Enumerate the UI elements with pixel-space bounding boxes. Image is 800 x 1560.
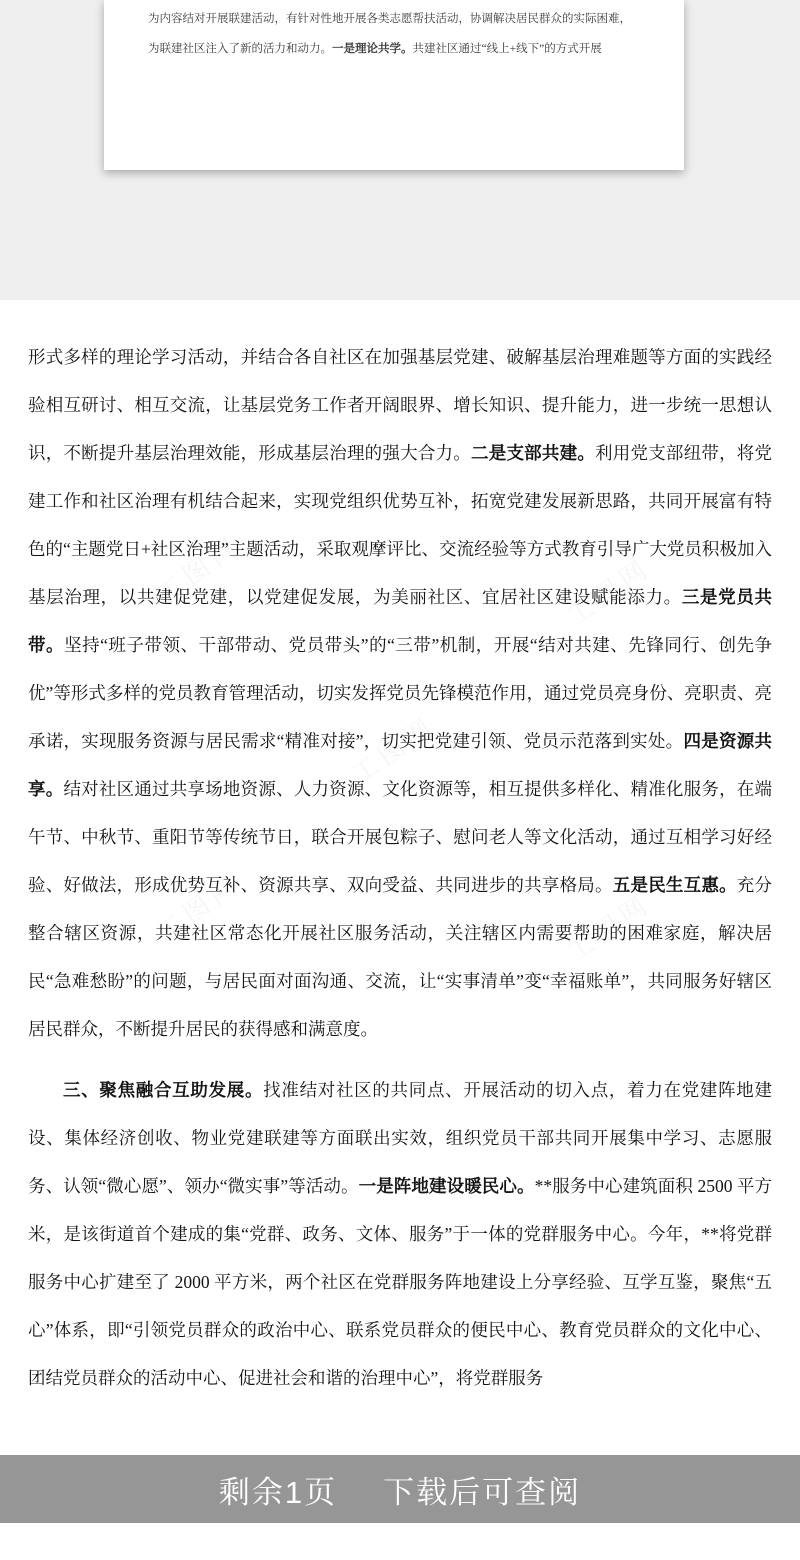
- text-run: 共建社区通过“线上+线下”的方式开展: [412, 43, 602, 55]
- text-run: 利用党支部纽带，将党建工作和社区治理有机结合起来，实现党组织优势互补，拓宽党建发展新思路，共同开展富有特色的“主题党日+社区治理”主题活动，采取观摩评比、交流经验等方式教育引导广大党员积极加入基层治理，以共建促党建，以党建促发展，为美丽社区、宜居社区建设赋能添力。: [28, 443, 773, 607]
- text-run: 坚持“班子带领、干部带动、党员带头”的“三带”机制，开展“结对共建、先锋同行、创先争优”等形式多样的党员教育管理活动，切实发挥党员先锋模范作用，通过党员亮身份、亮职责、亮承诺，实现服务资源与居民需求“精准对接”，切实把党建引领、党员示范落到实处。: [28, 635, 772, 751]
- document-body: [0, 300, 800, 1402]
- document-paragraph: [28, 333, 772, 1053]
- text-run: 形式多样的理论学习活动，并结合各自社区在加强基层党建、破解基层治理难题等方面的实践经验相互研讨、相互交流，让基层党务工作者开阔眼界、增长知识、提升能力，进一步统一思想认识，不断提升基层治理效能，形成基层治理的强大合力。: [28, 347, 772, 463]
- text-run: 充分整合辖区资源，共建社区常态化开展社区服务活动，关注辖区内需要帮助的困难家庭，解决居民“急难愁盼”的问题，与居民面对面沟通、交流，让“实事清单”变“幸福账单”，共同服务好辖区居民群众，不断提升居民的获得感和满意度。: [28, 875, 773, 1039]
- bold-text-run: 五是民生互惠。: [612, 875, 737, 895]
- gongtuwang-watermark: 工图网: [150, 529, 247, 610]
- text-run: 为内容结对开展联建活动，有针对性地开展各类志愿帮扶活动，协调解决居民群众的实际困难，: [148, 13, 631, 25]
- previous-page: [104, 0, 684, 170]
- document-paragraph: [28, 1066, 772, 1402]
- download-hint-label: 下载后可查阅: [383, 1474, 582, 1510]
- text-run: 结对社区通过共享场地资源、人力资源、文化资源等，相互提供多样化、精准化服务，在端午节、中秋节、重阳节等传统节日，联合开展包粽子、慰问老人等文化活动，通过互相学习好经验、好做法，形成优势互补、资源共享、双向受益、共同进步的共享格局。: [28, 779, 773, 895]
- bold-text-run: 二是支部共建。: [471, 443, 596, 463]
- bold-text-run: 一是理论共学。: [332, 43, 413, 55]
- bold-text-run: 四是资源共享。: [28, 731, 772, 799]
- current-page: [0, 300, 800, 1560]
- gongtuwang-watermark: 工图网: [560, 887, 657, 968]
- text-run: 找准结对社区的共同点、开展活动的切入点，着力在党建阵地建设、集体经济创收、物业党建联建等方面联出实效，组织党员干部共同开展集中学习、志愿服务、认领“微心愿”、领办“微实事”等活动。: [28, 1080, 772, 1196]
- remaining-pages-bar[interactable]: [0, 1455, 800, 1523]
- remaining-pages-label: 剩余1页: [218, 1474, 338, 1510]
- previous-page-line: [148, 4, 640, 34]
- previous-page-text: [104, 0, 684, 64]
- gongtuwang-watermark: 工图网: [150, 867, 247, 948]
- gongtuwang-watermark: 工图网: [345, 709, 442, 790]
- previous-page-line: [148, 34, 640, 64]
- gongtuwang-watermark: 工图网: [560, 551, 657, 632]
- bold-text-run: 三是党员共带。: [28, 587, 773, 655]
- text-run: **服务中心建筑面积 2500 平方米，是该街道首个建成的集“党群、政务、文体、服务”于一体的党群服务中心。今年，**将党群服务中心扩建至了 2000 平方米，两个社区在党群服务阵地建设上分享经验、互学互鉴，聚焦“五心”体系，即“引领党员群众的政治中心、联系党员群众的便民中心、教育党员群众的文化中心、团结党员群众的活动中心、促进社会和谐的治理中心”，将党群服务: [28, 1176, 773, 1388]
- text-run: 为联建社区注入了新的活力和动力。: [148, 43, 332, 55]
- bold-text-run: 三、聚焦融合互助发展。: [63, 1080, 264, 1100]
- bold-text-run: 一是阵地建设暖民心。: [358, 1176, 535, 1196]
